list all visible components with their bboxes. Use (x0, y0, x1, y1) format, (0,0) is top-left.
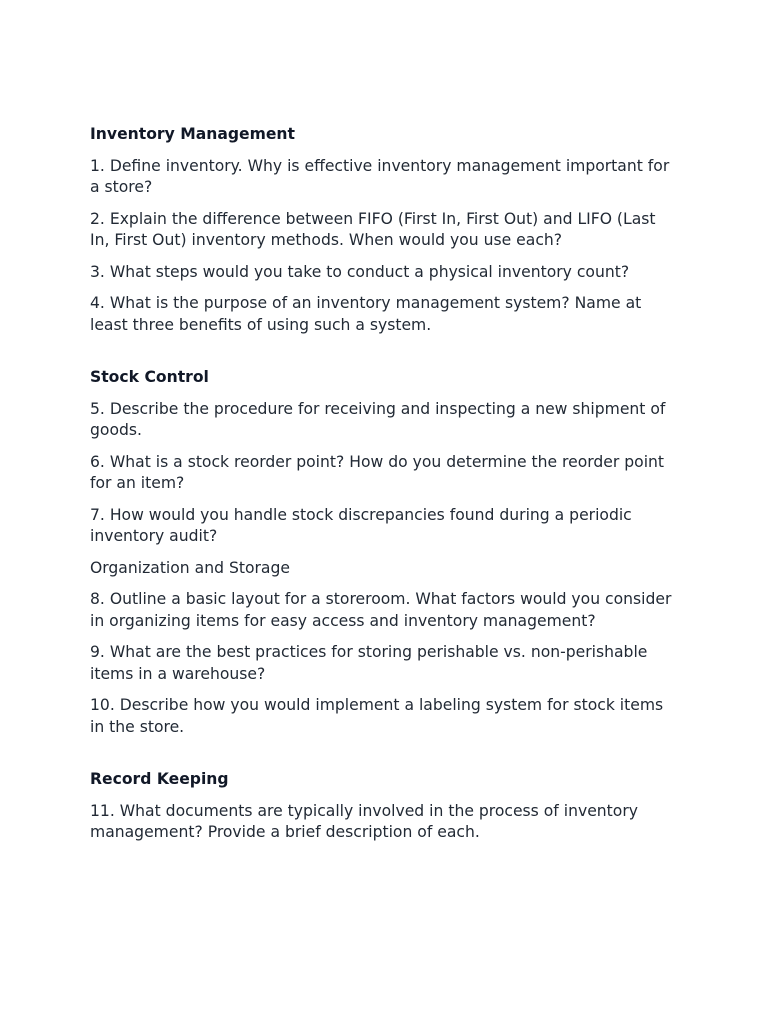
question-3: 3. What steps would you take to conduct a physical inventory count? (90, 262, 630, 281)
question-11: 11. What documents are typically involved in the process of inventory management? Provide a brief description of each. (90, 801, 638, 841)
question-7: 7. How would you handle stock discrepancies found during a periodic inventory audit? (90, 505, 632, 545)
question-8: 8. Outline a basic layout for a storeroom. What factors would you consider in organizing items for easy access and inventory management? (90, 590, 672, 630)
question-2: 2. Explain the difference between FIFO (First In, First Out) and LIFO (Last In, First Out) inventory methods. When would you use each? (90, 209, 656, 249)
question-9: 9. What are the best practices for storing perishable vs. non-perishable items in a warehouse? (90, 643, 648, 683)
section-heading-organization-and-storage: Organization and Storage (90, 558, 290, 577)
section-heading-inventory-management: Inventory Management (90, 125, 295, 143)
question-6: 6. What is a stock reorder point? How do you determine the reorder point for an item? (90, 452, 665, 492)
question-5: 5. Describe the procedure for receiving and inspecting a new shipment of goods. (90, 399, 666, 439)
question-1: 1. Define inventory. Why is effective inventory management important for a store? (90, 156, 670, 196)
question-10: 10. Describe how you would implement a labeling system for stock items in the store. (90, 696, 664, 736)
question-4: 4. What is the purpose of an inventory management system? Name at least three benefits of using such a system. (90, 294, 642, 334)
section-heading-stock-control: Stock Control (90, 368, 209, 386)
section-heading-record-keeping: Record Keeping (90, 770, 229, 788)
